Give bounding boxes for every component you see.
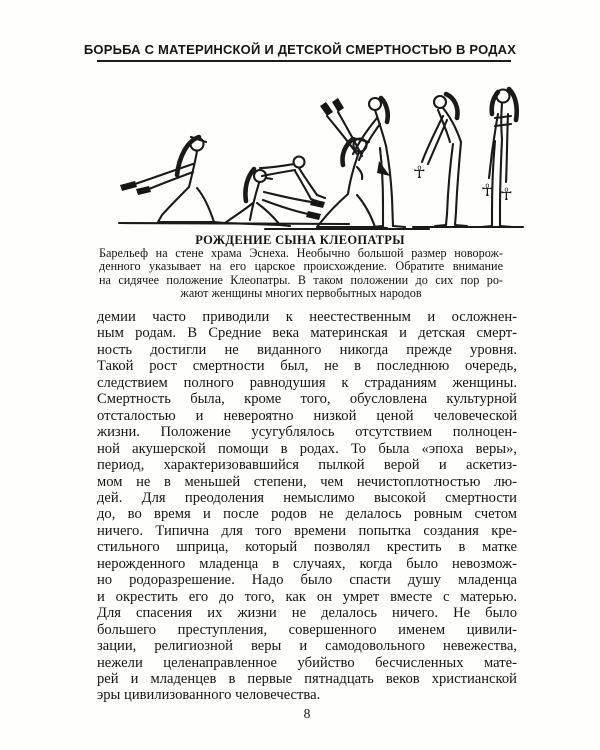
body-text-line: мом не в меньшей степени, чем нечистоплотностью лю- xyxy=(97,473,517,490)
ankh-symbol-icon: ☥ xyxy=(500,185,513,205)
body-text-line: ничего. Типична для того времени попытка создания кре- xyxy=(97,522,517,539)
caption-line: денного указывает на его царское происхождение. Обратите внимание xyxy=(99,259,503,274)
standing-midwife-figure xyxy=(353,98,405,227)
page-number: 8 xyxy=(303,706,311,721)
birth-scene-illustration xyxy=(112,83,526,231)
body-text-line: дей. Для преодоления немыслимо высокой смертности xyxy=(97,489,517,506)
body-text-line: ной акушерской помощи в родах. То была «эпоха веры», xyxy=(97,440,517,457)
body-text-line: период, характеризовавшийся пылкой верой и аскетиз- xyxy=(97,457,517,474)
illustration-caption-title: РОЖДЕНИЕ СЫНА КЛЕОПАТРЫ xyxy=(195,233,405,247)
illustration-caption-text xyxy=(99,247,503,301)
body-text-line: Смертность была, кроме того, обусловлена культурной xyxy=(97,391,517,408)
bending-attendant-figure xyxy=(413,94,467,226)
body-text-line: ность достигли не виданного никогда прежде уровня. xyxy=(97,341,517,358)
caption-line: Барельеф на стене храма Эснеха. Необычно большой размер новорож- xyxy=(99,246,503,260)
body-text-line: нерожденного младенца в случаях, когда было невозмож- xyxy=(97,555,517,572)
body-text-line: эры цивилизованного человечества. xyxy=(97,687,321,704)
body-text-line: ным родам. В Средние века материнская и детская смерт- xyxy=(97,325,517,342)
ankh-symbol-icon: ☥ xyxy=(413,163,426,183)
body-text-line: рей и младенцев в первые пятнадцать веков христианской xyxy=(97,670,517,687)
page-header-title: БОРЬБА С МАТЕРИНСКОЙ И ДЕТСКОЙ СМЕРТНОСТЬЮ В РОДАХ xyxy=(83,42,517,57)
body-text-line: нежели целенаправленное убийство бесчисленных мате- xyxy=(97,654,517,671)
standing-woman-with-ankhs xyxy=(481,89,517,227)
body-paragraph xyxy=(97,309,517,704)
body-text-line: жизни. Положение усугублялось отсутствием полноцен- xyxy=(97,424,517,441)
body-text-line: стильного шприца, который позволял крестить в матке xyxy=(97,539,517,556)
kneeling-attendant-left xyxy=(120,137,225,223)
body-text-line: следствием полного равнодушия к страданиям женщины. xyxy=(97,374,517,391)
body-text-line: и окрестить его до того, как он умрет вместе с матерью. xyxy=(97,588,517,605)
egyptian-relief-drawing xyxy=(112,83,526,231)
header-divider-rule xyxy=(97,60,511,62)
body-text-line: демии часто приводили к неестественным и осложнен- xyxy=(97,309,517,325)
body-text-line: Для спасения их жизни не делалось ничего. Не было xyxy=(97,605,517,622)
body-text-line: Такой рост смертности был, не в последнюю очередь, xyxy=(97,358,517,375)
body-text-line: большего преступления, совершенного именем цивили- xyxy=(97,621,517,638)
body-text-line: до, во время и после родов не делалось ровным счетом xyxy=(97,506,517,523)
body-text-line: но родоразрешение. Надо было спасти душу младенца xyxy=(97,572,517,589)
caption-line: на сидячее положение Клеопатры. В таком положении до сих пор ро- xyxy=(99,272,503,287)
caption-line: жают женщины многих первобытных народов xyxy=(180,286,422,301)
ankh-symbol-icon: ☥ xyxy=(481,181,494,201)
body-text-line: зации, религиозной веры и самодовольного невежества, xyxy=(97,638,517,655)
body-text-line: отсталостью и невероятно низкой ценой человеческой xyxy=(97,407,517,424)
